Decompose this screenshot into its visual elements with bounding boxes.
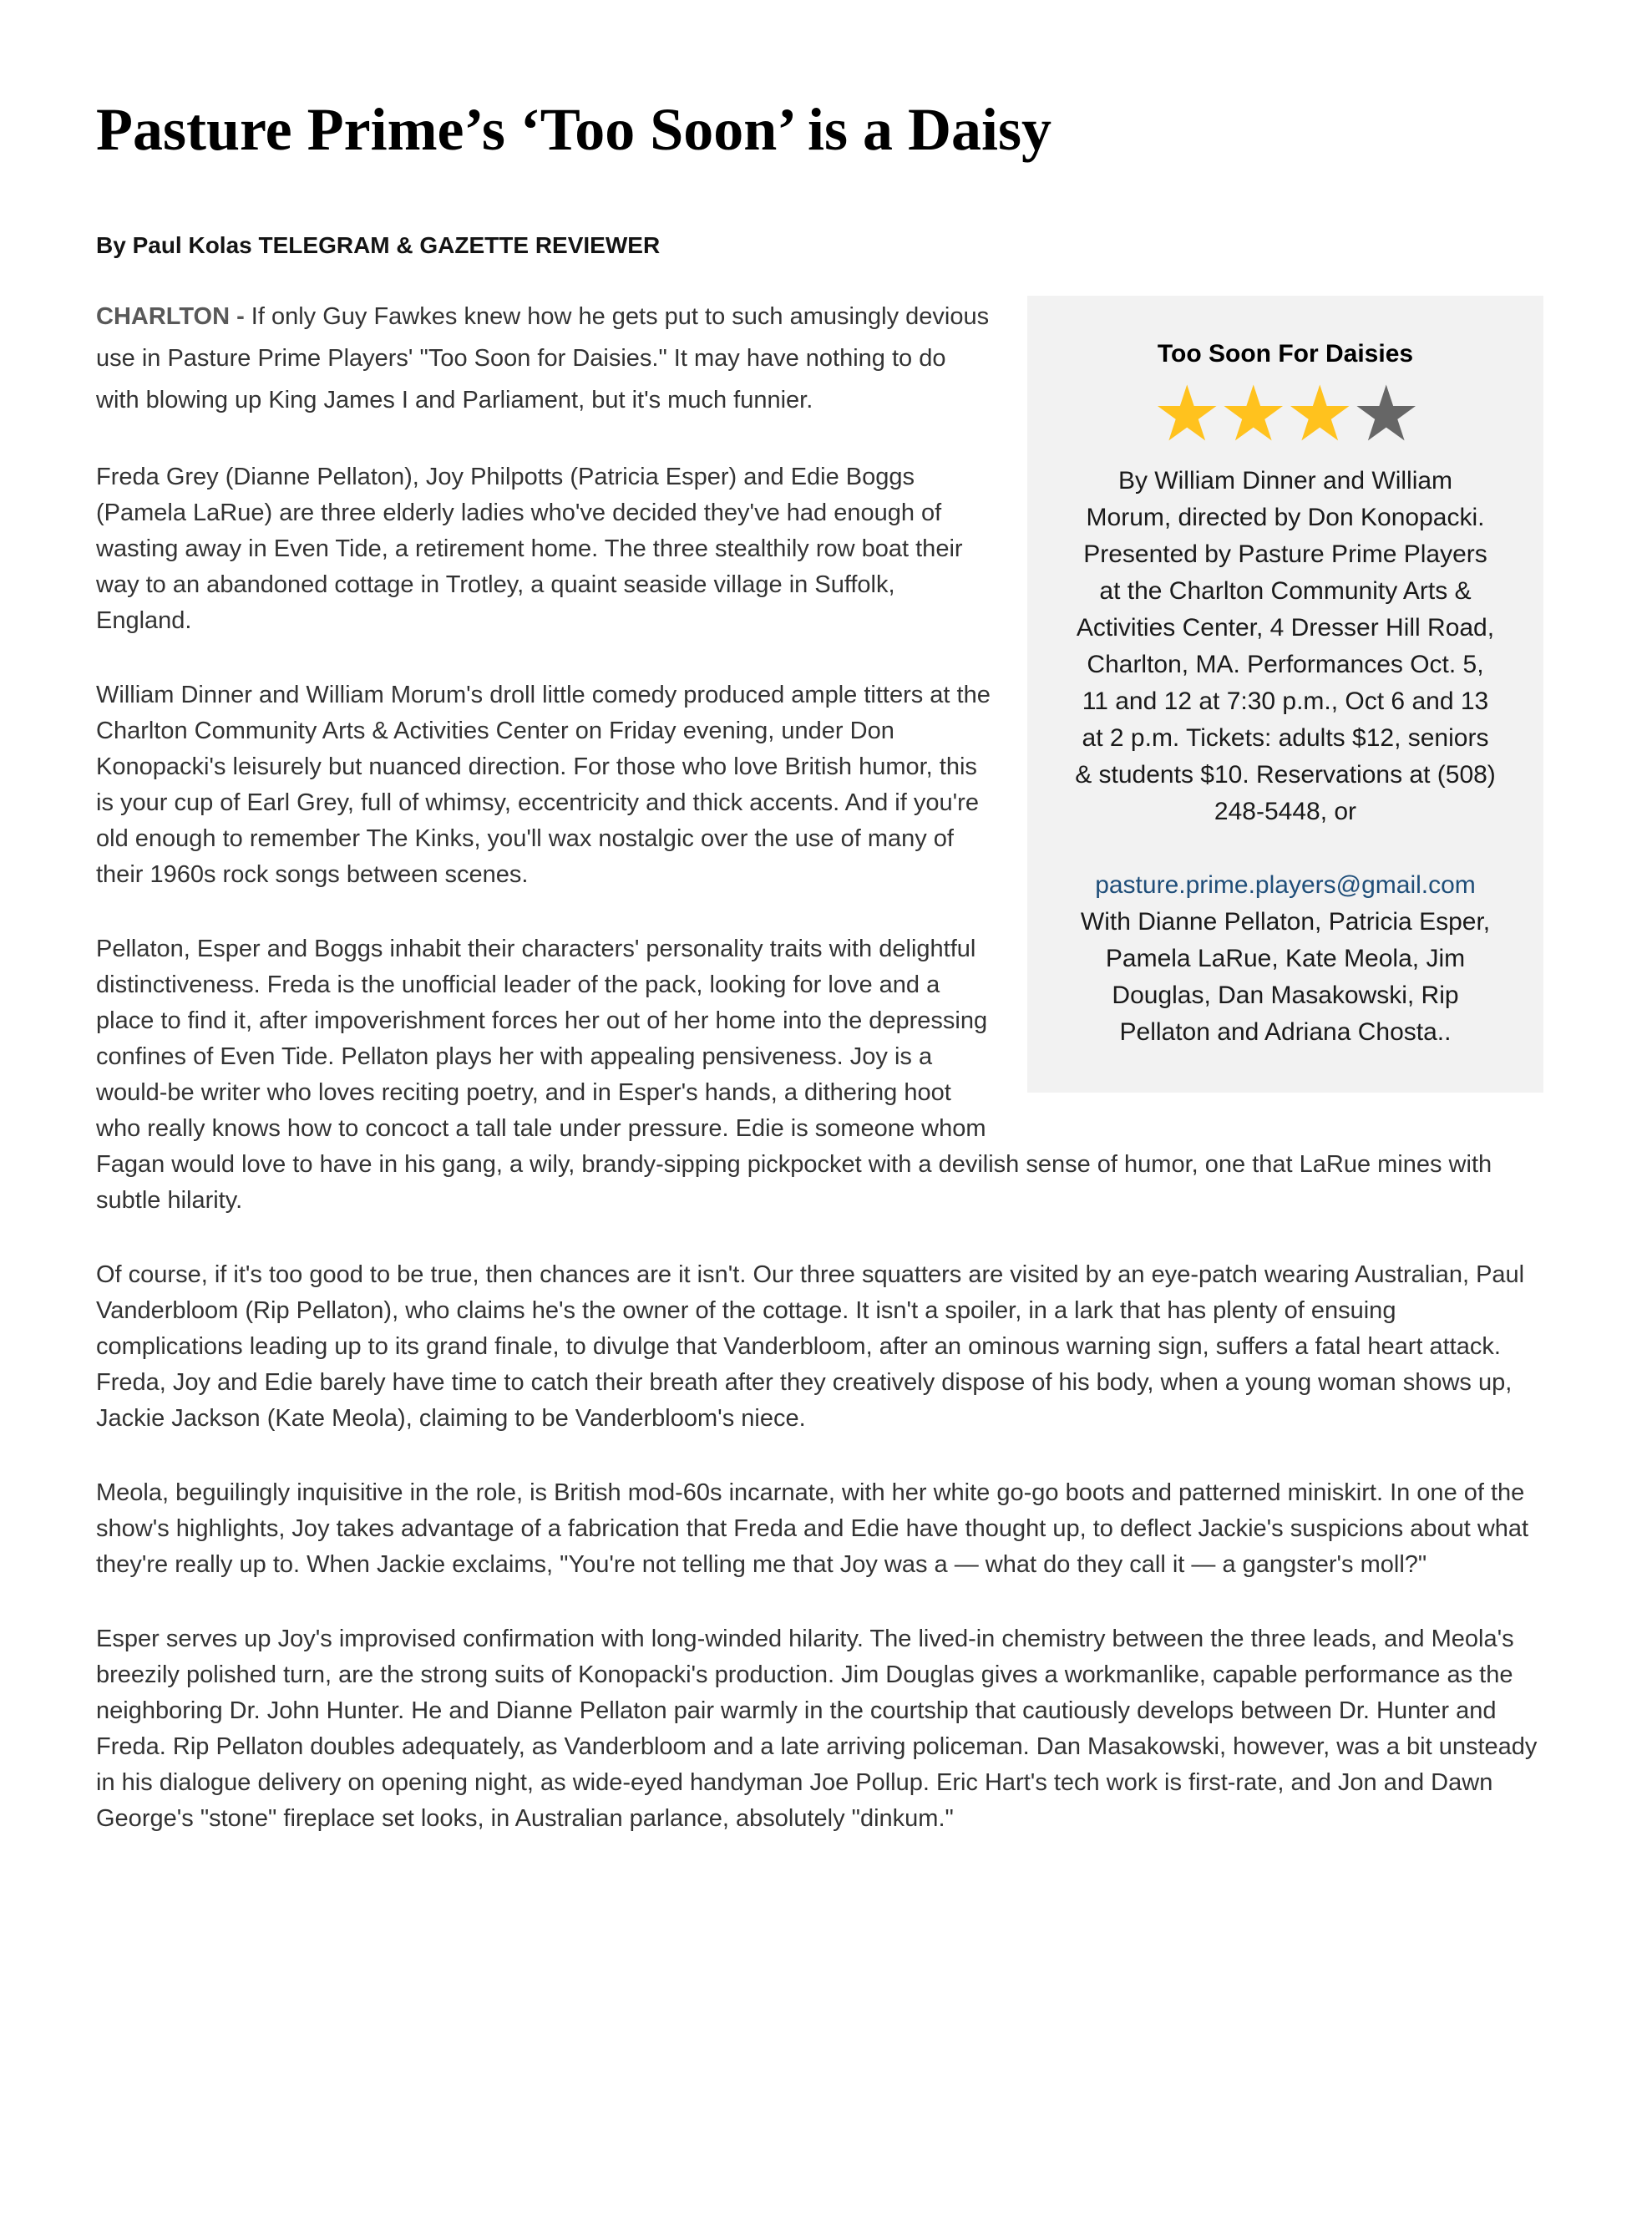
article-title: Pasture Prime’s ‘Too Soon’ is a Daisy (96, 96, 1052, 163)
star-rating (1073, 372, 1497, 458)
article-page (0, 94, 1652, 2232)
paragraph: Pellaton, Esper and Boggs inhabit their characters' personality traits with delightful distinctiveness. Freda is the unofficial leader of the pack, looking for love and a place to find it, after impoverishment forces her out of her home into the depressing confines of Even Tide. Pellaton plays her with appealing pensiveness. Joy is a would-be writer who loves reciting poetry, and in Esper's hands, a dithering hoot who really knows how to concoct a tall tale under pressure. Edie is someone whom Fagan would love to have in his gang, a wily, brandy-sipping pickpocket with a devilish sense of humor, one that LaRue mines with subtle hilarity. (96, 936, 1492, 1215)
star-icon-empty: ★ (1351, 372, 1418, 458)
star-icon-filled: ★ (1153, 372, 1219, 458)
star-icon-filled: ★ (1219, 372, 1285, 458)
review-cast: With Dianne Pellaton, Patricia Esper, Pamela LaRue, Kate Meola, Jim Douglas, Dan Masakowski, Rip Pellaton and Adriana Chosta.. (1080, 908, 1491, 1047)
dateline: CHARLTON - (96, 303, 251, 331)
paragraph: William Dinner and William Morum's droll little comedy produced ample titters at the Charlton Community Arts & Activities Center on Friday evening, under Don Konopacki's leisurely but nuanced direction. For those who love British humor, this is your cup of Earl Grey, full of whimsy, eccentricity and thick accents. And if you're old enough to remember The Kinks, you'll wax nostalgic over the use of many of their 1960s rock songs between scenes. (96, 682, 991, 889)
review-info-box (1027, 296, 1543, 1093)
paragraph: Of course, if it's too good to be true, then chances are it isn't. Our three squatters are visited by an eye-patch wearing Australian, Paul Vanderbloom (Rip Pellaton), who claims he's the owner of the cottage. It isn't a spoiler, in a lark that has plenty of ensuing complications leading up to its grand finale, to divulge that Vanderbloom, after an ominous warning sign, suffers a fatal heart attack. Freda, Joy and Edie barely have time to catch their breath after they creatively dispose of his body, when a young woman shows up, Jackie Jackson (Kate Meola), claiming to be Vanderbloom's niece. (96, 1261, 1525, 1433)
byline: By Paul Kolas TELEGRAM & GAZETTE REVIEWER (96, 232, 661, 259)
article-body (96, 296, 1543, 1837)
review-box-title: Too Soon For Daisies (1157, 340, 1414, 368)
paragraph: Meola, beguilingly inquisitive in the role, is British mod-60s incarnate, with her white go-go boots and patterned miniskirt. In one of the show's highlights, Joy takes advantage of a fabrication that Freda and Edie have thought up, to deflect Jackie's suspicions about what they're really up to. When Jackie exclaims, "You're not telling me that Joy was a — what do they call it — a gangster's moll?" (96, 1479, 1529, 1579)
star-icon-filled: ★ (1285, 372, 1352, 458)
paragraph: Esper serves up Joy's improvised confirmation with long-winded hilarity. The lived-in chemistry between the three leads, and Meola's breezily polished turn, are the strong suits of Konopacki's production. Jim Douglas gives a workmanlike, capable performance as the neighboring Dr. John Hunter. He and Dianne Pellaton pair warmly in the courtship that cautiously develops between Dr. Hunter and Freda. Rip Pellaton doubles adequately, as Vanderbloom and a late arriving policeman. Dan Masakowski, however, was a bit unsteady in his dialogue delivery on opening night, as wide-eyed handyman Joe Pollup. Eric Hart's tech work is first-rate, and Jon and Dawn George's "stone" fireplace set looks, in Australian parlance, absolutely "dinkum." (96, 1626, 1538, 1833)
email-link[interactable]: pasture.prime.players@gmail.com (1095, 871, 1476, 900)
review-credits: By William Dinner and William Morum, directed by Don Konopacki. Presented by Pasture Prime Players at the Charlton Community Arts & Activities Center, 4 Dresser Hill Road, Charlton, MA. Performances Oct. 5, 11 and 12 at 7:30 p.m., Oct 6 and 13 at 2 p.m. Tickets: adults $12, seniors & students $10. Reservations at (508) 248-5448, or (1075, 467, 1496, 826)
paragraph: Freda Grey (Dianne Pellaton), Joy Philpotts (Patricia Esper) and Edie Boggs (Pamela LaRue) are three elderly ladies who've decided they've had enough of wasting away in Even Tide, a retirement home. The three stealthily row boat their way to an abandoned cottage in Trotley, a quaint seaside village in Suffolk, England. (96, 464, 963, 635)
paragraph-text: If only Guy Fawkes knew how he gets put to such amusingly devious use in Pasture Prime Players' "Too Soon for Daisies." It may have nothing to do with blowing up King James I and Parliament, but it's much funnier. (96, 303, 990, 414)
